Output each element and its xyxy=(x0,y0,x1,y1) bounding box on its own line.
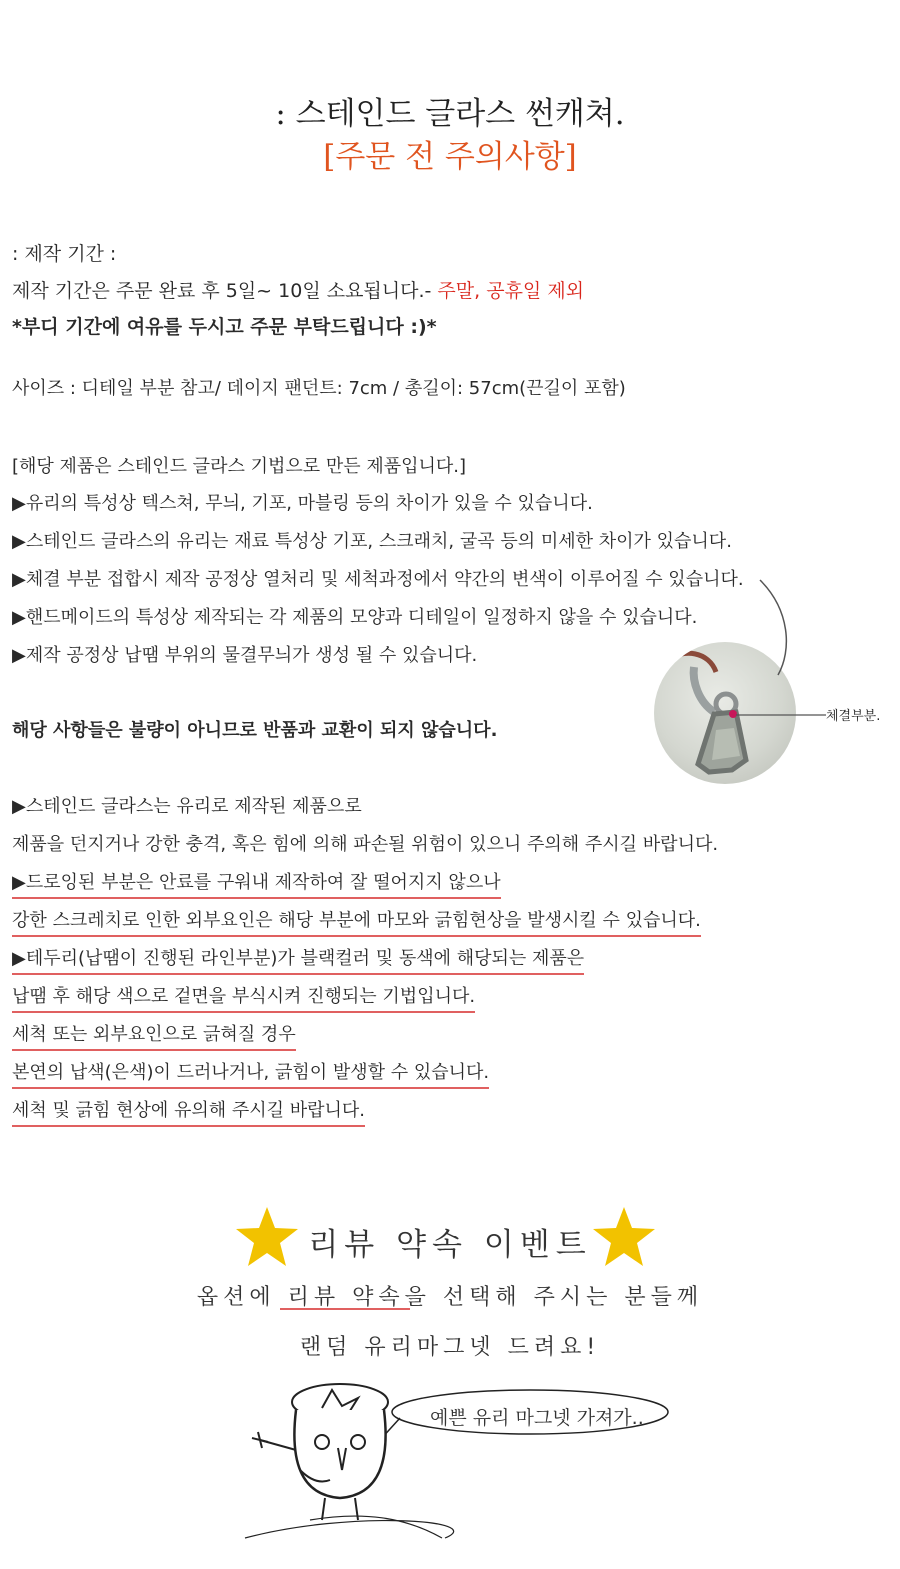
care-note-line: ▶스테인드 글라스는 유리로 제작된 제품으로 xyxy=(12,796,362,817)
care-note-line: 세척 및 긁힘 현상에 유의해 주시길 바랍니다. xyxy=(12,1096,365,1127)
glass-note-item: ▶유리의 특성상 텍스쳐, 무늬, 기포, 마블링 등의 차이가 있을 수 있습니다. xyxy=(12,493,593,514)
care-note-line: 강한 스크레치로 인한 외부요인은 해당 부분에 마모와 긁힘현상을 발생시킬 수 있습니다. xyxy=(12,906,701,937)
glass-notes-heading: [해당 제품은 스테인드 글라스 기법으로 만든 제품입니다.] xyxy=(12,456,467,477)
size-info: 사이즈 : 디테일 부분 참고/ 데이지 팬던트: 7cm / 총길이: 57cm(끈길이 포함) xyxy=(12,378,626,399)
production-exclude: 주말, 공휴일 제외 xyxy=(431,280,585,302)
star-icon xyxy=(592,1205,656,1269)
care-note-line: 세척 또는 외부요인으로 긁혀질 경우 xyxy=(12,1020,296,1051)
care-note-line: 본연의 납색(은색)이 드러나거나, 긁힘이 발생할 수 있습니다. xyxy=(12,1058,489,1089)
glass-note-item: ▶핸드메이드의 특성상 제작되는 각 제품의 모양과 디테일이 일정하지 않을 수 있습니다. xyxy=(12,607,698,628)
care-note-line: ▶테두리(납땜이 진행된 라인부분)가 블랙컬러 및 동색에 해당되는 제품은 xyxy=(12,944,584,975)
glass-note-item: ▶체결 부분 접합시 제작 공정상 열처리 및 세척과정에서 약간의 변색이 이루어질 수 있습니다. xyxy=(12,569,744,590)
review-event-line2: 랜덤 유리마그넷 드려요! xyxy=(299,1335,601,1360)
review-event-line1: 옵션에 리뷰 약속을 선택해 주시는 분들께 xyxy=(196,1285,704,1310)
production-period: 제작 기간은 주문 완료 후 5일~ 10일 소요됩니다.- xyxy=(12,280,432,302)
glass-note-item: ▶스테인드 글라스의 유리는 재료 특성상 기포, 스크래치, 굴곡 등의 미세한 차이가 있습니다. xyxy=(12,531,732,552)
page-title: : 스테인드 글라스 썬캐쳐. xyxy=(275,96,625,132)
speech-bubble-text: 예쁜 유리 마그넷 가져가.. xyxy=(430,1407,644,1429)
review-underline xyxy=(280,1306,420,1312)
care-note-line: ▶드로잉된 부분은 안료를 구워내 제작하여 잘 떨어지지 않으나 xyxy=(12,868,501,899)
production-note: *부디 기간에 여유를 두시고 주문 부탁드립니다 :)* xyxy=(12,316,437,338)
care-note-line: 제품을 던지거나 강한 충격, 혹은 힘에 의해 파손될 위험이 있으니 주의해 주시길 바랍니다. xyxy=(12,834,719,855)
glass-note-item: ▶제작 공정상 납땜 부위의 물결무늬가 생성 될 수 있습니다. xyxy=(12,645,478,666)
production-heading: : 제작 기간 : xyxy=(12,243,117,265)
page-subtitle: [주문 전 주의사항] xyxy=(323,139,577,175)
callout-arrow xyxy=(650,570,830,770)
callout-label: 체결부분. xyxy=(826,709,881,724)
care-note-line: 납땜 후 해당 색으로 겉면을 부식시켜 진행되는 기법입니다. xyxy=(12,982,475,1013)
review-event-title: 리뷰 약속 이벤트 xyxy=(308,1227,592,1263)
no-return-notice: 해당 사항들은 불량이 아니므로 반품과 교환이 되지 않습니다. xyxy=(12,720,498,741)
production-period-line xyxy=(12,276,584,303)
